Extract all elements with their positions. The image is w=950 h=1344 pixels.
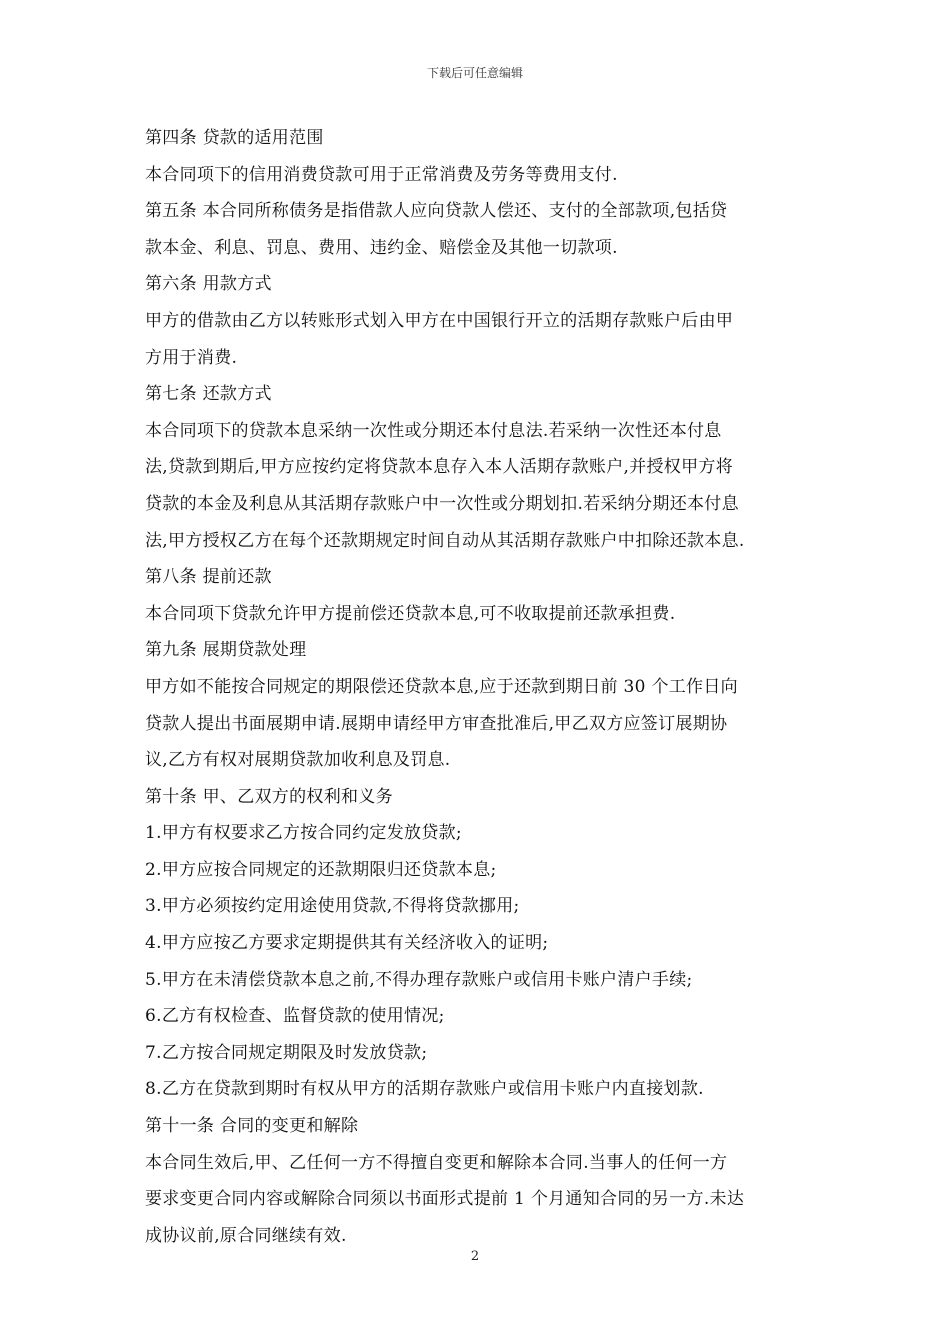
text-line: 甲方如不能按合同规定的期限偿还贷款本息,应于还款到期日前 30 个工作日向 <box>145 676 738 697</box>
text-line: 第八条 提前还款 <box>145 567 272 588</box>
text-line: 贷款的本金及利息从其活期存款账户中一次性或分期划扣.若采纳分期还本付息 <box>145 493 739 514</box>
text-line: 第十一条 合同的变更和解除 <box>145 1116 359 1137</box>
text-line: 款本金、利息、罚息、费用、违约金、赔偿金及其他一切款项. <box>145 237 618 258</box>
text-line: 第五条 本合同所称债务是指借款人应向贷款人偿还、支付的全部款项,包括贷 <box>145 201 728 222</box>
text-line: 本合同项下的贷款本息采纳一次性或分期还本付息法.若采纳一次性还本付息 <box>145 420 722 441</box>
text-line: 成协议前,原合同继续有效. <box>145 1225 347 1246</box>
text-line: 议,乙方有权对展期贷款加收利息及罚息. <box>145 750 451 771</box>
document-body <box>145 120 817 1254</box>
text-line: 法,贷款到期后,甲方应按约定将贷款本息存入本人活期存款账户,并授权甲方将 <box>145 457 734 478</box>
text-line: 8.乙方在贷款到期时有权从甲方的活期存款账户或信用卡账户内直接划款. <box>145 1079 704 1100</box>
page-header: 下载后可任意编辑 <box>426 66 523 80</box>
page-number: 2 <box>470 1249 480 1264</box>
text-line: 3.甲方必须按约定用途使用贷款,不得将贷款挪用; <box>145 896 520 917</box>
text-line: 本合同项下的信用消费贷款可用于正常消费及劳务等费用支付. <box>145 164 618 185</box>
text-line: 贷款人提出书面展期申请.展期申请经甲方审查批准后,甲乙双方应签订展期协 <box>145 713 728 734</box>
text-line: 7.乙方按合同规定期限及时发放贷款; <box>145 1042 428 1063</box>
text-line: 方用于消费. <box>145 347 238 368</box>
text-line: 本合同项下贷款允许甲方提前偿还贷款本息,可不收取提前还款承担费. <box>145 603 676 624</box>
text-line: 甲方的借款由乙方以转账形式划入甲方在中国银行开立的活期存款账户后由甲 <box>145 310 734 331</box>
text-line: 本合同生效后,甲、乙任何一方不得擅自变更和解除本合同.当事人的任何一方 <box>145 1152 728 1173</box>
text-line: 第六条 用款方式 <box>145 274 272 295</box>
text-line: 第四条 贷款的适用范围 <box>145 128 324 148</box>
text-line: 第九条 展期贷款处理 <box>145 640 307 661</box>
text-line: 要求变更合同内容或解除合同须以书面形式提前 1 个月通知合同的另一方.未达 <box>145 1189 745 1210</box>
text-line: 4.甲方应按乙方要求定期提供其有关经济收入的证明; <box>145 933 549 954</box>
text-line: 第七条 还款方式 <box>145 384 272 405</box>
text-line: 5.甲方在未清偿贷款本息之前,不得办理存款账户或信用卡账户清户手续; <box>145 969 693 990</box>
text-line: 第十条 甲、乙双方的权利和义务 <box>145 786 393 807</box>
text-line: 1.甲方有权要求乙方按合同约定发放贷款; <box>145 823 462 844</box>
text-line: 6.乙方有权检查、监督贷款的使用情况; <box>145 1006 445 1027</box>
text-line: 2.甲方应按合同规定的还款期限归还贷款本息; <box>145 859 497 880</box>
text-line: 法,甲方授权乙方在每个还款期规定时间自动从其活期存款账户中扣除还款本息. <box>145 530 745 551</box>
